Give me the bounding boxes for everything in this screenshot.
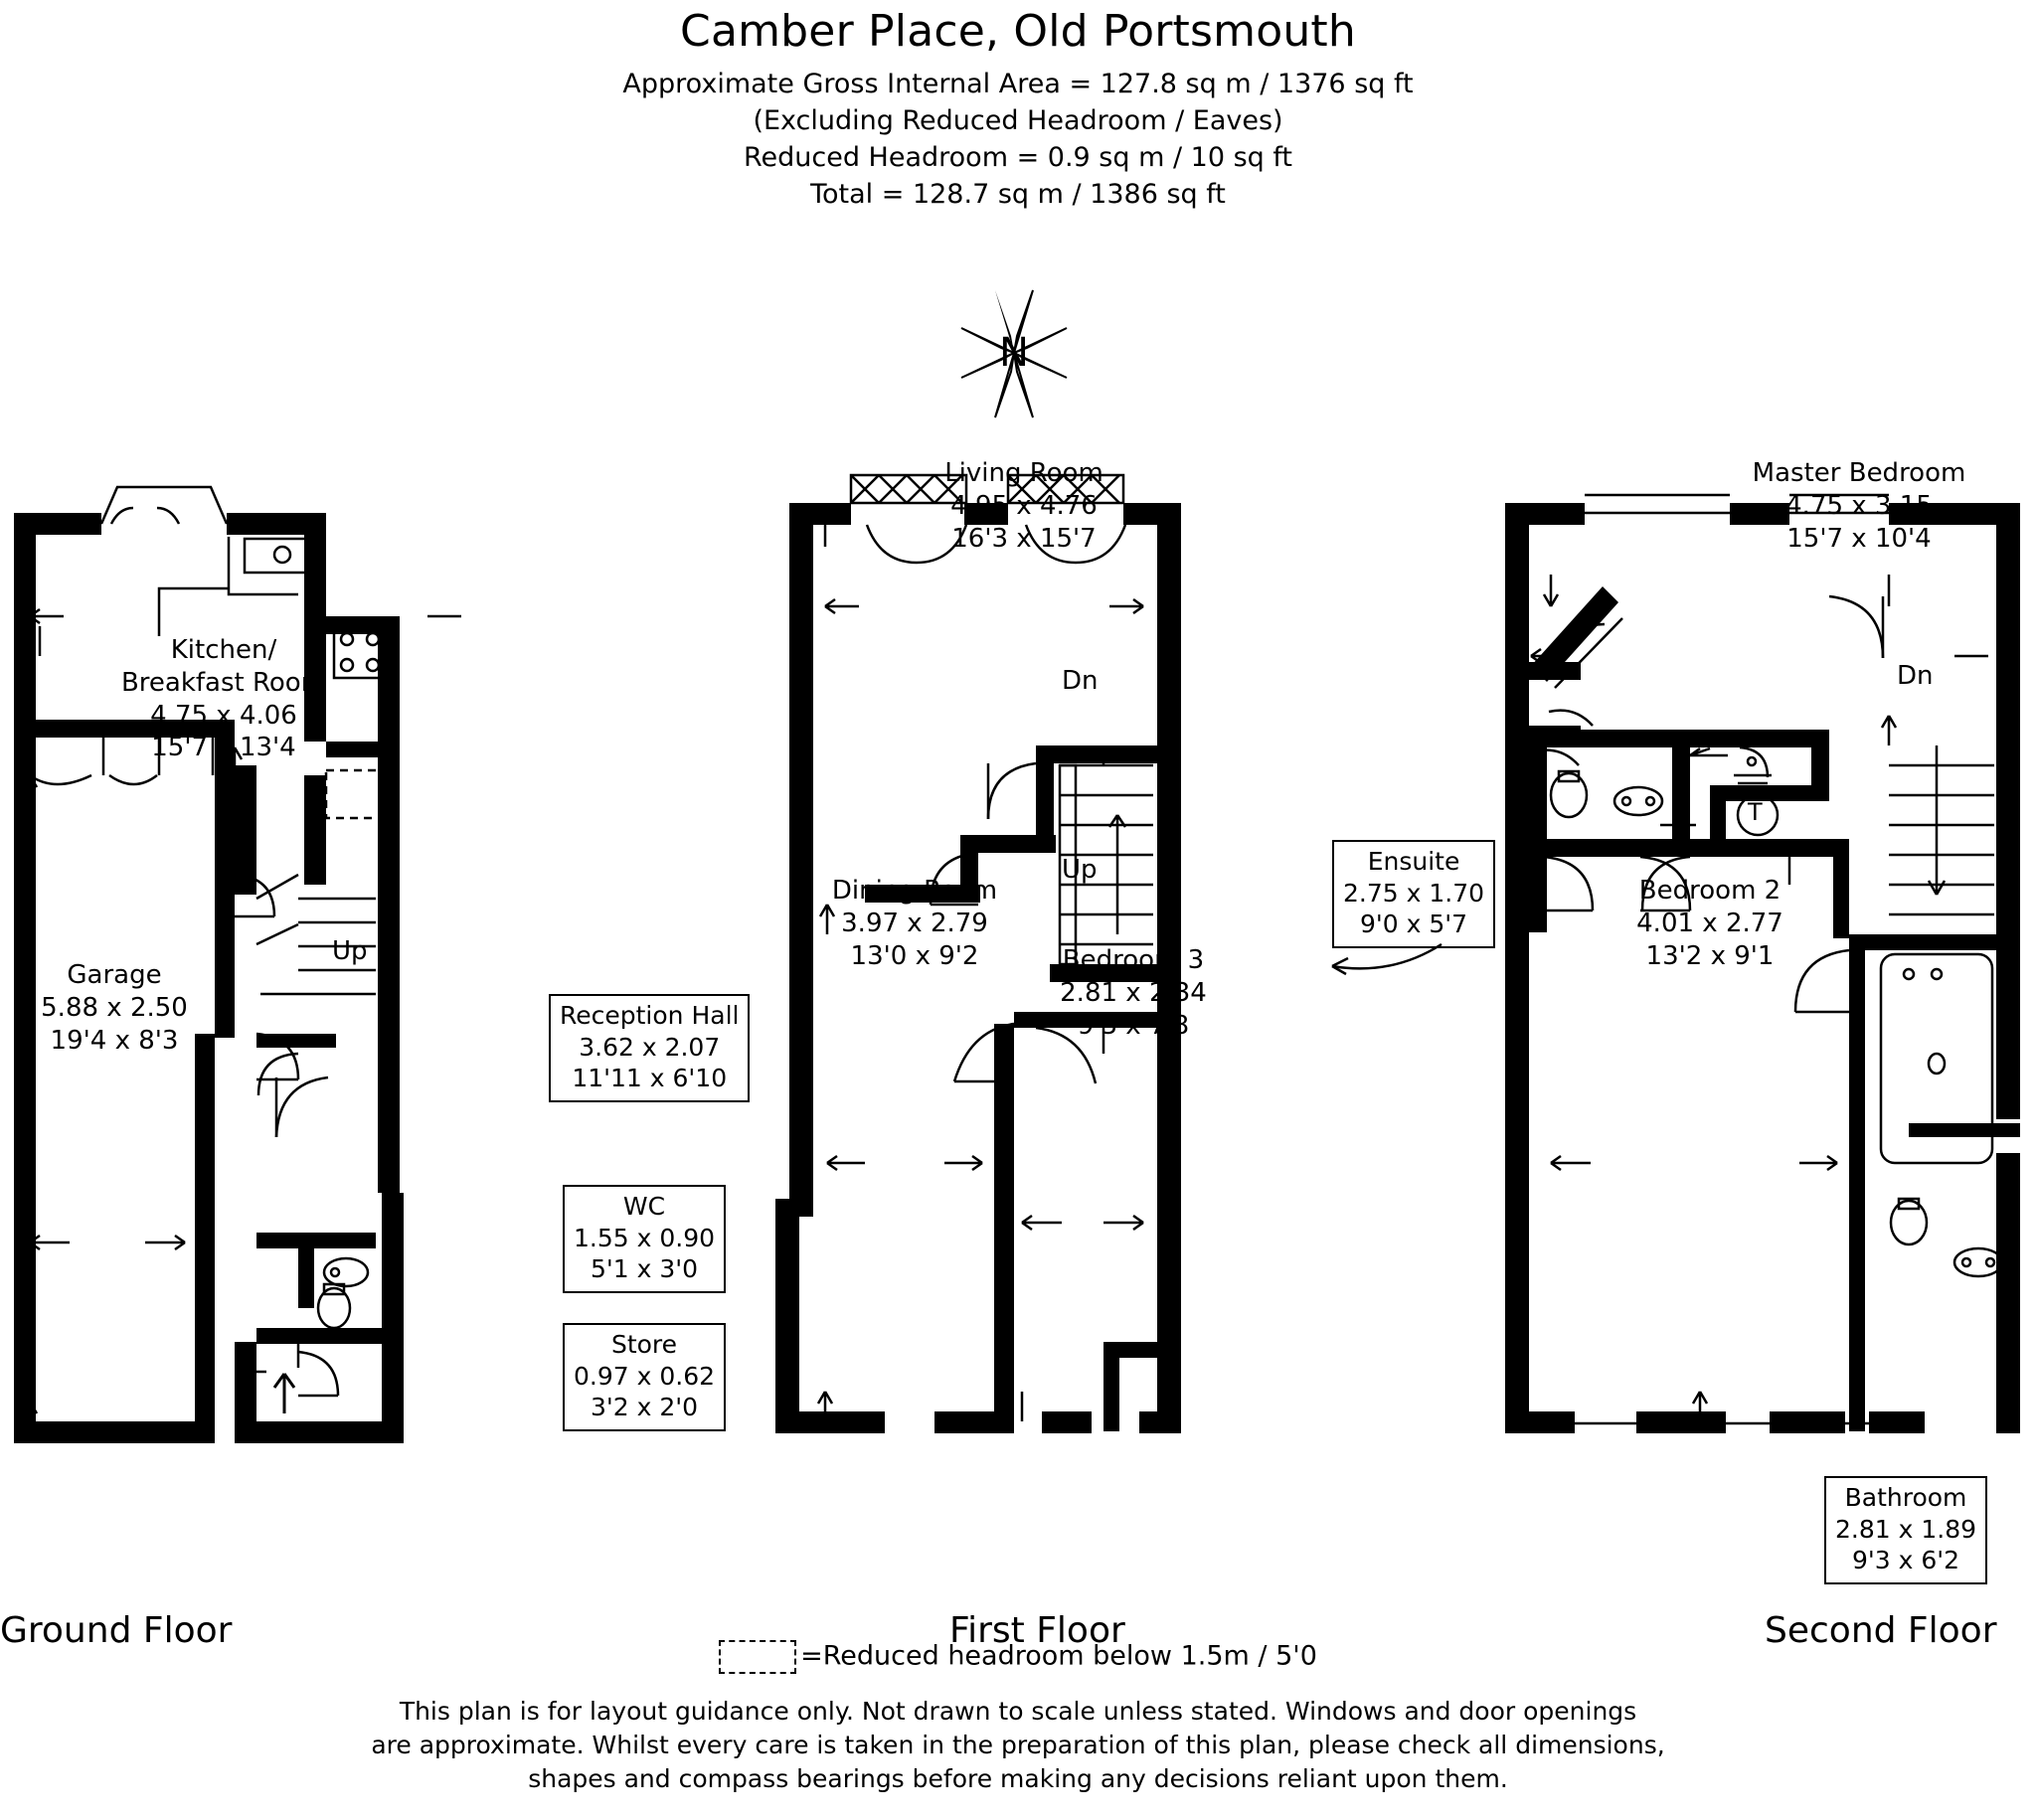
reduced-headroom-area: Reduced Headroom = 0.9 sq m / 10 sq ft bbox=[743, 142, 1293, 174]
first-floor-plan bbox=[775, 458, 1312, 1451]
room-label-bedroom-3: Bedroom 3 2.81 x 2.34 9'3 x 7'8 bbox=[1060, 945, 1207, 1041]
room-label-bathroom: Bathroom 2.81 x 1.89 9'3 x 6'2 bbox=[1824, 1476, 1987, 1584]
reduced-headroom-swatch bbox=[719, 1640, 796, 1674]
second-floor-plan bbox=[1491, 458, 2033, 1461]
page-title: Camber Place, Old Portsmouth bbox=[680, 6, 1356, 57]
stairs-up-marker-first: Up bbox=[1062, 855, 1098, 885]
stairs-down-marker-second: Dn bbox=[1897, 661, 1934, 691]
room-label-kitchen: Kitchen/ Breakfast Room 4.75 x 4.06 15'7 x 13'4 bbox=[120, 635, 327, 763]
plan-header bbox=[0, 0, 2036, 212]
disclaimer-line-2: are approximate. Whilst every care is taken in the preparation of this plan, please check all dimensions, bbox=[371, 1730, 1665, 1759]
tank-marker: T bbox=[1748, 798, 1763, 826]
compass-rose bbox=[949, 278, 1079, 427]
total-area: Total = 128.7 sq m / 1386 sq ft bbox=[810, 179, 1226, 211]
room-label-master-bedroom: Master Bedroom 4.75 x 3.15 15'7 x 10'4 bbox=[1752, 458, 1966, 554]
room-label-reception-hall: Reception Hall 3.62 x 2.07 11'11 x 6'10 bbox=[549, 994, 750, 1102]
floor-title-ground: Ground Floor bbox=[0, 1610, 233, 1651]
room-label-bedroom-2: Bedroom 2 4.01 x 2.77 13'2 x 9'1 bbox=[1636, 876, 1783, 971]
disclaimer bbox=[0, 1695, 2036, 1795]
stairs-down-marker-first: Dn bbox=[1062, 666, 1099, 696]
stairs-up-marker-hall: Up bbox=[332, 936, 368, 966]
room-label-ensuite: Ensuite 2.75 x 1.70 9'0 x 5'7 bbox=[1332, 840, 1495, 948]
gross-internal-area: Approximate Gross Internal Area = 127.8 sq m / 1376 sq ft bbox=[622, 69, 1414, 99]
legend-text: =Reduced headroom below 1.5m / 5'0 bbox=[800, 1640, 1317, 1672]
room-label-living-room: Living Room 4.95 x 4.76 16'3 x 15'7 bbox=[944, 458, 1103, 554]
room-label-dining-room: Dining Room 3.97 x 2.79 13'0 x 9'2 bbox=[831, 876, 998, 971]
compass-north-label: N bbox=[999, 330, 1029, 376]
stairs-up-marker-kitchen: Up bbox=[221, 863, 256, 893]
room-label-wc: WC 1.55 x 0.90 5'1 x 3'0 bbox=[563, 1185, 726, 1293]
area-summary bbox=[0, 67, 2036, 212]
disclaimer-line-1: This plan is for layout guidance only. Not drawn to scale unless stated. Windows and door openings bbox=[399, 1697, 1637, 1726]
floor-title-second: Second Floor bbox=[1765, 1610, 1997, 1651]
ground-floor-plan bbox=[0, 477, 577, 1461]
floor-title-first: First Floor bbox=[949, 1610, 1125, 1651]
entrance-marker: IN bbox=[334, 1419, 362, 1449]
legend bbox=[0, 1640, 2036, 1674]
ensuite-leader-line bbox=[1292, 895, 1511, 1014]
exclusion-note: (Excluding Reduced Headroom / Eaves) bbox=[753, 105, 1283, 137]
disclaimer-line-3: shapes and compass bearings before making any decisions reliant upon them. bbox=[528, 1763, 1508, 1793]
room-label-garage: Garage 5.88 x 2.50 19'4 x 8'3 bbox=[41, 960, 188, 1056]
room-label-store: Store 0.97 x 0.62 3'2 x 2'0 bbox=[563, 1323, 726, 1431]
